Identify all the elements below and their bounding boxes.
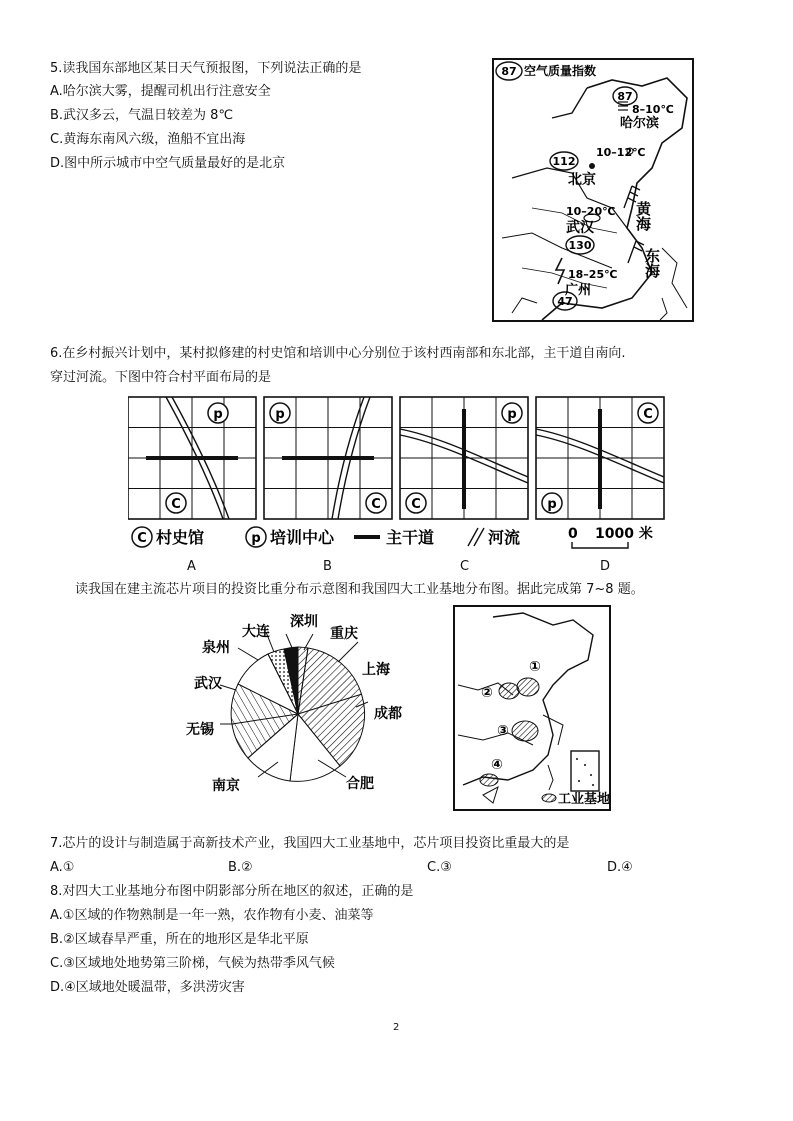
guangzhou-aqi: 47 bbox=[557, 295, 573, 308]
yellow-sea-label: 黄海 bbox=[634, 201, 652, 231]
svg-text:C: C bbox=[643, 407, 653, 422]
wuhan-name: 武汉 bbox=[566, 220, 594, 236]
harbin-name: 哈尔滨 bbox=[620, 116, 660, 131]
map-legend-label: 工业基地 bbox=[558, 792, 611, 807]
q5-option-b: B.武汉多云，气温日较差为 8℃ bbox=[50, 108, 234, 123]
pie-label-wuhan: 武汉 bbox=[194, 676, 222, 692]
q6-stem-line1: 6.在乡村振兴计划中，某村拟修建的村史馆和培训中心分别位于该村西南部和东北部，主干道自南向. bbox=[50, 346, 626, 361]
weather-map bbox=[492, 58, 694, 322]
panel-label-c: C bbox=[460, 559, 470, 574]
legend-training: 培训中心 bbox=[270, 528, 335, 547]
pie-label-chengdu: 成都 bbox=[374, 706, 402, 722]
pie-label-dalian: 大连 bbox=[242, 624, 270, 640]
intro-text: 读我国在建主流芯片项目的投资比重分布示意图和我国四大工业基地分布图。据此完成第 7~8 题。 bbox=[75, 582, 644, 597]
panel-label-b: B bbox=[323, 559, 332, 574]
q6-legend bbox=[128, 522, 673, 552]
harbin-aqi: 87 bbox=[617, 90, 633, 103]
scale-zero: 0 bbox=[568, 526, 578, 542]
pie-label-hefei: 合肥 bbox=[346, 776, 374, 792]
pie-label-wuxi: 无锡 bbox=[186, 722, 214, 738]
panel-label-d: D bbox=[600, 559, 611, 574]
q8-option-c: C.③区域地处地势第三阶梯，气候为热带季风气候 bbox=[50, 956, 335, 971]
pie-label-quanzhou: 泉州 bbox=[202, 640, 230, 656]
q7-option-c: C.③ bbox=[427, 860, 452, 875]
svg-text:p: p bbox=[547, 497, 557, 512]
svg-text:C: C bbox=[371, 497, 381, 512]
wuhan-temp: 10–20℃ bbox=[566, 205, 616, 218]
beijing-aqi: 112 bbox=[552, 155, 576, 168]
pie-label-nanjing: 南京 bbox=[212, 778, 240, 794]
map-marker-2: ② bbox=[481, 685, 493, 701]
q5-option-d: D.图中所示城市中空气质量最好的是北京 bbox=[50, 156, 286, 171]
panel-label-a: A bbox=[187, 559, 196, 574]
q8-option-a: A.①区域的作物熟制是一年一熟，农作物有小麦、油菜等 bbox=[50, 908, 374, 923]
svg-text:C: C bbox=[411, 497, 421, 512]
svg-text:p: p bbox=[507, 407, 517, 422]
q7-stem: 7.芯片的设计与制造属于高新技术产业，我国四大工业基地中，芯片项目投资比重最大的是 bbox=[50, 836, 570, 851]
map-title-num: 87 bbox=[501, 65, 517, 78]
harbin-temp: 8–10℃ bbox=[632, 103, 674, 116]
panel-a bbox=[128, 397, 256, 519]
beijing-temp: 10–12℃ bbox=[596, 146, 646, 159]
guangzhou-name: 广州 bbox=[565, 283, 592, 298]
guangzhou-temp: 18–25℃ bbox=[568, 268, 618, 281]
svg-text:p: p bbox=[275, 407, 285, 422]
map-marker-3: ③ bbox=[497, 723, 509, 739]
svg-text:C: C bbox=[137, 531, 147, 546]
investment-pie bbox=[178, 612, 428, 802]
panel-d bbox=[536, 397, 664, 519]
q5-stem: 5.读我国东部地区某日天气预报图，下列说法正确的是 bbox=[50, 61, 362, 76]
panel-c bbox=[400, 397, 528, 519]
page-number: 2 bbox=[393, 1022, 400, 1033]
pie-label-shanghai: 上海 bbox=[362, 662, 390, 678]
scale-value: 1000 米 bbox=[595, 526, 653, 542]
legend-river: 河流 bbox=[488, 528, 521, 547]
svg-text:C: C bbox=[171, 497, 181, 512]
q7-option-d: D.④ bbox=[607, 860, 633, 875]
pie-label-shenzhen: 深圳 bbox=[290, 614, 318, 630]
map-title: 空气质量指数 bbox=[524, 64, 597, 78]
svg-text:p: p bbox=[213, 407, 223, 422]
q7-option-a: A.① bbox=[50, 860, 75, 875]
q8-option-b: B.②区域春旱严重，所在的地形区是华北平原 bbox=[50, 932, 309, 947]
q6-stem-line2: 穿过河流。下图中符合村平面布局的是 bbox=[50, 370, 272, 385]
wuhan-aqi: 130 bbox=[568, 239, 592, 252]
panel-b bbox=[264, 397, 392, 519]
beijing-name: 北京 bbox=[568, 172, 596, 188]
layout-panels bbox=[128, 395, 668, 521]
q7-option-b: B.② bbox=[228, 860, 253, 875]
map-marker-4: ④ bbox=[491, 757, 503, 773]
legend-museum: 村史馆 bbox=[156, 528, 205, 547]
q8-stem: 8.对四大工业基地分布图中阴影部分所在地区的叙述，正确的是 bbox=[50, 884, 414, 899]
east-sea-label: 东海 bbox=[643, 248, 661, 278]
legend-road: 主干道 bbox=[386, 528, 435, 547]
svg-text:p: p bbox=[251, 531, 261, 546]
pie-label-chongqing: 重庆 bbox=[330, 626, 358, 642]
industrial-base-map bbox=[453, 605, 611, 811]
q5-option-c: C.黄海东南风六级，渔船不宜出海 bbox=[50, 132, 246, 147]
map-marker-1: ① bbox=[529, 659, 541, 675]
q8-option-d: D.④区域地处暖温带，多洪涝灾害 bbox=[50, 980, 245, 995]
q5-option-a: A.哈尔滨大雾，提醒司机出行注意安全 bbox=[50, 84, 271, 99]
